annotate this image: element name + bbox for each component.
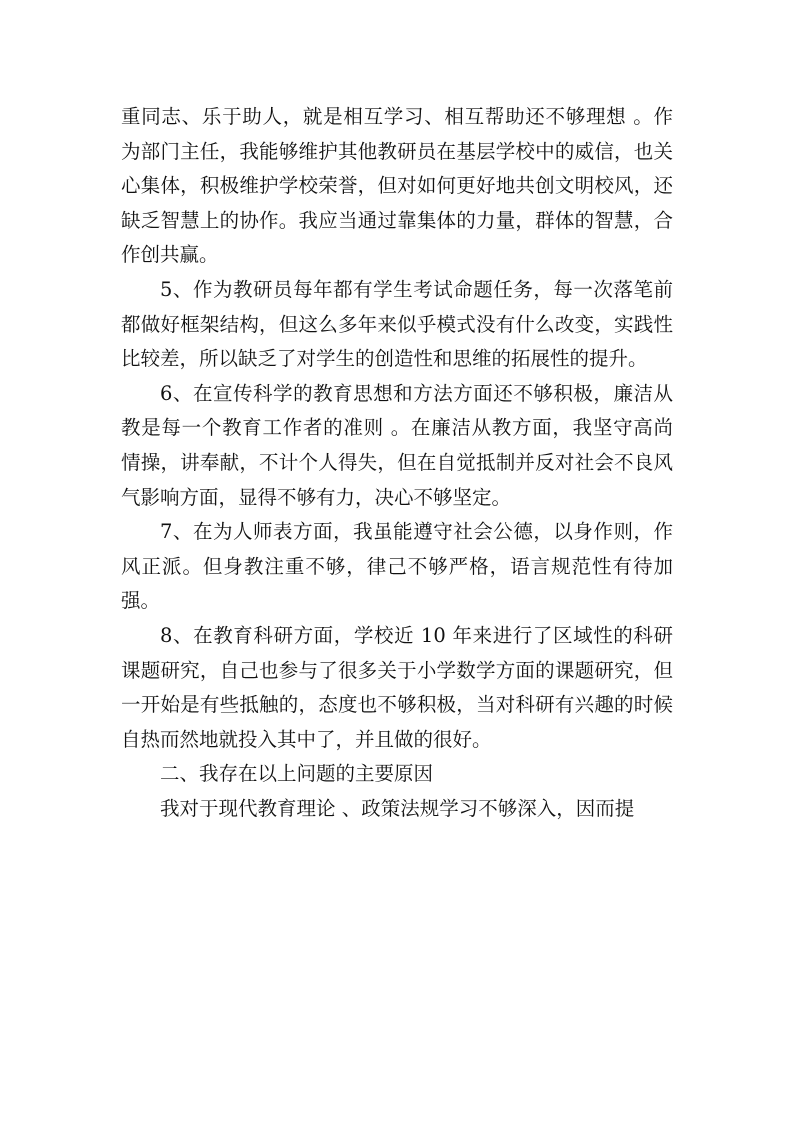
paragraph-reason: 我对于现代教育理论 、政策法规学习不够深入，因而提 (160, 796, 635, 820)
section-heading: 二、我存在以上问题的主要原因 (160, 762, 434, 786)
paragraph-item-8: 8、在教育科研方面，学校近 10 年来进行了区域性的科研课题研究，自己也参与了很多关于小学数学方面的课题研究，但一开始是有些抵触的，态度也不够积极，当对科研有兴趣的时候自热而然地就投入其中了，并且做的很好。 (121, 623, 673, 751)
paragraph-item-6: 6、在宣传科学的教育思想和方法方面还不够积极，廉洁从教是每一个教育工作者的准则 。在廉洁从教方面，我坚守高尚情操，讲奉献，不计个人得失，但在自觉抵制并反对社会不良风气影响方面，显得不够有力，决心不够坚定。 (121, 381, 673, 509)
paragraph-continued: 重同志、乐于助人，就是相互学习、相互帮助还不够理想 。作为部门主任，我能够维护其他教研员在基层学校中的威信，也关心集体，积极维护学校荣誉，但对如何更好地共创文明校风，还缺乏智慧上的协作。我应当通过靠集体的力量，群体的智慧，合作创共赢。 (121, 105, 673, 267)
document-body (121, 100, 673, 826)
paragraph-item-5: 5、作为教研员每年都有学生考试命题任务，每一次落笔前都做好框架结构，但这么多年来似乎模式没有什么改变，实践性比较差，所以缺乏了对学生的创造性和思维的拓展性的提升。 (121, 277, 673, 371)
paragraph-item-7: 7、在为人师表方面，我虽能遵守社会公德，以身作则，作风正派。但身教注重不够，律己不够严格，语言规范性有待加强。 (121, 520, 673, 613)
